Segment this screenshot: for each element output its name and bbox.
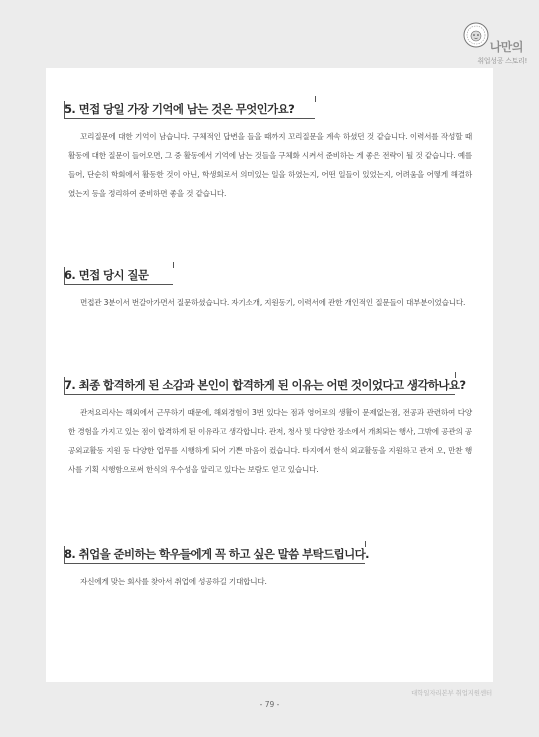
section-7 [64, 374, 476, 479]
section-body: 자신에게 맞는 회사를 찾아서 취업에 성공하길 기대합니다. [80, 577, 267, 586]
section-8 [64, 543, 476, 591]
page-number: - 79 - [259, 700, 280, 709]
section-heading [64, 101, 298, 121]
section-heading-text: 8. 취업을 준비하는 학우들에게 꼭 하고 싶은 말씀 부탁드립니다. [64, 547, 369, 561]
section-heading-text: 7. 최종 합격하게 된 소감과 본인이 합격하게 된 이유는 어떤 것이었다고 생각하나요? [64, 378, 466, 392]
section-6 [64, 264, 476, 312]
logo-title: 나만의 [489, 40, 523, 54]
section-heading [64, 377, 469, 397]
section-body: 꼬리질문에 대한 기억이 남습니다. 구체적인 답변을 들을 때까지 꼬리질문을 계속 하셨던 것 같습니다. 이력서를 작성할 때 활동에 대한 질문이 들어오면, 그 중 활동에서 기억에 남는 것들을 구체화 시켜서 준비하는 게 좋은 전략이 될 것 같습니다. 예를 들어, 단순히 학회에서 활동한 것이 아닌, 학생회로서 의미있는 일을 하였는지, 어떤 일들이 있었는지, 어려움을 어떻게 해결하였는지 등을 정리하여 준비하면 좋을 것 같습니다. [68, 132, 472, 198]
footer-organization: 대학일자리본부 취업지원센터 [411, 689, 492, 697]
section-5 [64, 98, 476, 203]
section-heading-text: 5. 면접 당일 가장 기억에 남는 것은 무엇인가요? [64, 102, 295, 116]
section-heading [64, 267, 152, 287]
section-heading [64, 546, 373, 566]
logo-subtitle: 취업성공 스토리! [477, 57, 527, 65]
section-heading-text: 6. 면접 당시 질문 [64, 268, 149, 282]
logo [439, 22, 529, 70]
section-body: 관저요리사는 해외에서 근무하기 때문에, 해외경험이 3번 있다는 점과 영어로의 생활이 문제없는점, 전공과 관련하여 다양한 경험을 가지고 있는 점이 합격하게 된 이유라고 생각합니다. 관저, 청사 및 다양한 장소에서 개최되는 행사, 그밖에 공관의 공공외교활동 지원 등 다양한 업무를 시행하게 되어 기쁜 마음이 컸습니다. 타지에서 한식 외교활동을 지원하고 관저 오, 만찬 행사를 기획 시행함으로써 한식의 우수성을 알리고 있다는 보람도 얻고 있습니다. [68, 408, 472, 474]
page-content [46, 68, 493, 682]
section-body: 면접관 3분이서 번갈아가면서 질문하셨습니다. 자기소개, 지원동기, 이력서에 관한 개인적인 질문들이 대부분이었습니다. [80, 298, 466, 307]
mascot-badge-icon [463, 22, 489, 48]
